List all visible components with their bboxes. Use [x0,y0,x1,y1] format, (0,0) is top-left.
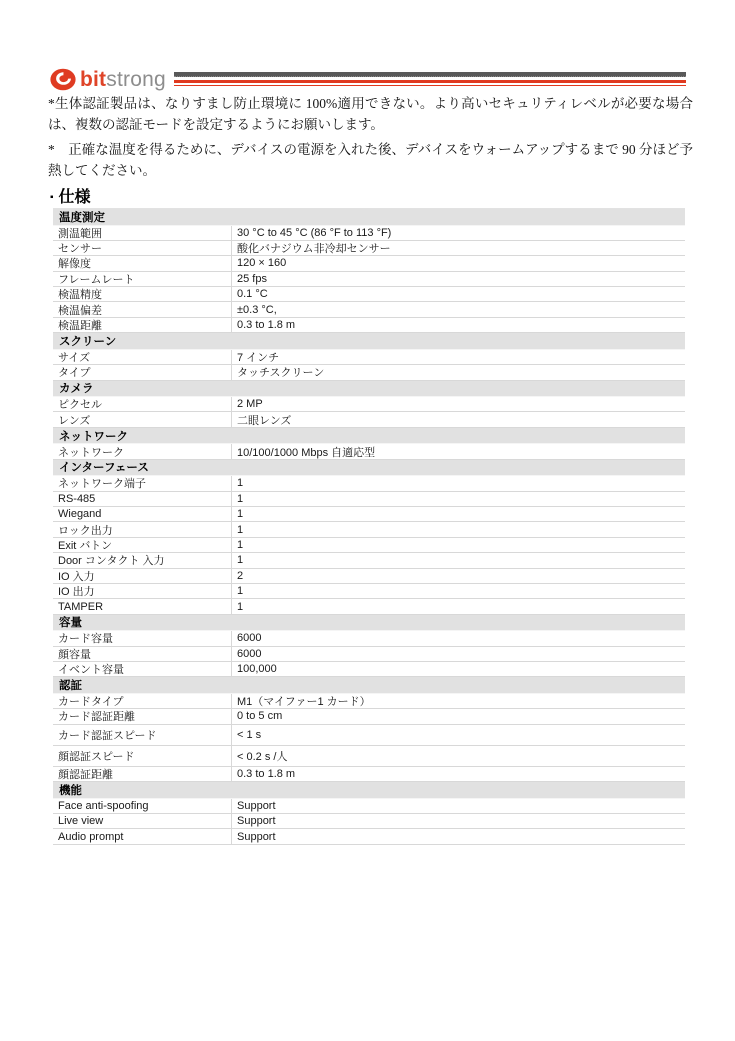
spec-label: RS-485 [53,492,232,506]
spec-label: Exit バトン [53,538,232,552]
spec-label: ネットワーク [53,444,232,458]
brand-divider-lines [174,72,686,86]
spec-row [53,522,685,537]
spec-row [53,350,685,365]
spec-row [53,272,685,287]
spec-value: 0.3 to 1.8 m [237,319,296,332]
spec-value: 1 [237,477,244,490]
spec-label: Face anti-spoofing [53,799,232,813]
spec-table [53,208,685,845]
section-header: 機能 [53,782,685,799]
spec-value: 二眼レンズ [237,414,292,427]
spec-value: 7 インチ [237,351,280,364]
spec-label: Door コンタクト 入力 [53,553,232,567]
section-header: スクリーン [53,333,685,350]
section-header: カメラ [53,381,685,398]
spec-row [53,241,685,256]
spec-label: TAMPER [53,599,232,613]
spec-row [53,725,685,746]
spec-label: 測温範囲 [53,226,232,240]
spec-value: Support [237,830,276,843]
page-title [50,184,91,207]
spec-value: 1 [237,523,244,536]
divider-line-red [174,85,686,86]
brand-header [50,64,686,94]
spec-label: 顔認証距離 [53,767,232,781]
spec-row [53,256,685,271]
spec-row [53,569,685,584]
spec-row [53,694,685,709]
spec-row [53,829,685,844]
spec-value: < 1 s [237,728,262,741]
spec-value: 酸化バナジウム非冷却センサー [237,243,391,256]
spec-row [53,814,685,829]
heading-bullet: ▪ [50,192,54,203]
spec-label: タイプ [53,365,232,379]
spec-label: フレームレート [53,272,232,286]
spec-value: 30 °C to 45 °C (86 °F to 113 °F) [237,226,392,239]
spec-label: ロック出力 [53,522,232,536]
spec-value: 6000 [237,647,262,660]
spec-value: 100,000 [237,663,277,676]
spec-value: 0.1 °C [237,288,268,301]
section-header: 温度測定 [53,209,685,226]
spec-label: レンズ [53,412,232,426]
brand-name-bit: bit [80,67,107,91]
spec-label: 顔認証スピード [53,746,232,766]
spec-value: Support [237,815,276,828]
spec-row [53,226,685,241]
spec-row [53,365,685,380]
spec-value: 1 [237,508,244,521]
section-header: 認証 [53,677,685,694]
spec-label: イベント容量 [53,662,232,676]
spec-value: < 0.2 s /人 [237,750,288,763]
spec-row [53,507,685,522]
spec-row [53,318,685,333]
disclaimer-note-warmup: * 正確な温度を得るために、デバイスの電源を入れた後、デバイスをウォームアップするまで 90 分ほど予熱してください。 [48,142,693,178]
spec-row [53,287,685,302]
spec-label: ピクセル [53,397,232,411]
spec-value: 2 [237,569,244,582]
spec-label: カードタイプ [53,694,232,708]
spec-value: 25 fps [237,272,267,285]
spec-label: 顔容量 [53,647,232,661]
spec-row [53,767,685,782]
spec-row [53,476,685,491]
spec-value: 10/100/1000 Mbps 自適応型 [237,446,376,459]
spec-label: Audio prompt [53,829,232,843]
spec-label: センサー [53,241,232,255]
spec-label: 検温偏差 [53,302,232,316]
spec-row [53,492,685,507]
spec-row [53,397,685,412]
spec-value: 1 [237,538,244,551]
spec-row [53,709,685,724]
spec-label: ネットワーク端子 [53,476,232,490]
spec-value: M1（マイファー1 カード） [237,696,371,709]
spec-row [53,553,685,568]
spec-row [53,538,685,553]
spec-value: 1 [237,600,244,613]
spec-row [53,584,685,599]
spec-row [53,444,685,459]
spec-label: サイズ [53,350,232,364]
spec-value: 2 MP [237,398,263,411]
spec-value: Support [237,799,276,812]
brand-name [80,69,166,90]
spec-value: 6000 [237,632,262,645]
spec-label: 解像度 [53,256,232,270]
spec-row [53,746,685,767]
section-header: ネットワーク [53,428,685,445]
spec-label: カード認証スピード [53,725,232,745]
spec-value: タッチスクリーン [237,367,325,380]
spec-label: Wiegand [53,507,232,521]
spec-row [53,631,685,646]
disclaimer-note-biometric: *生体認証製品は、なりすまし防止環境に 100%適用できない。より高いセキュリティレベルが必要な場合は、複数の認証モードを設定するようにお願いします。 [48,96,693,132]
spec-label: Live view [53,814,232,828]
spec-value: 1 [237,554,244,567]
spec-label: 検温距離 [53,318,232,332]
spec-row [53,412,685,427]
spec-label: IO 出力 [53,584,232,598]
spec-value: 1 [237,492,244,505]
bitstrong-logo-icon [50,68,77,91]
brand-name-strong: strong [106,67,166,91]
heading-text: 仕様 [58,189,91,206]
spec-label: カード認証距離 [53,709,232,723]
spec-row [53,647,685,662]
spec-value: 120 × 160 [237,257,287,270]
spec-row [53,302,685,317]
section-header: 容量 [53,615,685,632]
spec-label: カード容量 [53,631,232,645]
spec-value: 1 [237,585,244,598]
spec-row [53,599,685,614]
spec-label: IO 入力 [53,569,232,583]
spec-label: 検温精度 [53,287,232,301]
spec-value: 0.3 to 1.8 m [237,767,296,780]
spec-row [53,799,685,814]
section-header: インターフェース [53,460,685,477]
spec-row [53,662,685,677]
spec-value: ±0.3 °C, [237,303,277,316]
spec-value: 0 to 5 cm [237,710,283,723]
